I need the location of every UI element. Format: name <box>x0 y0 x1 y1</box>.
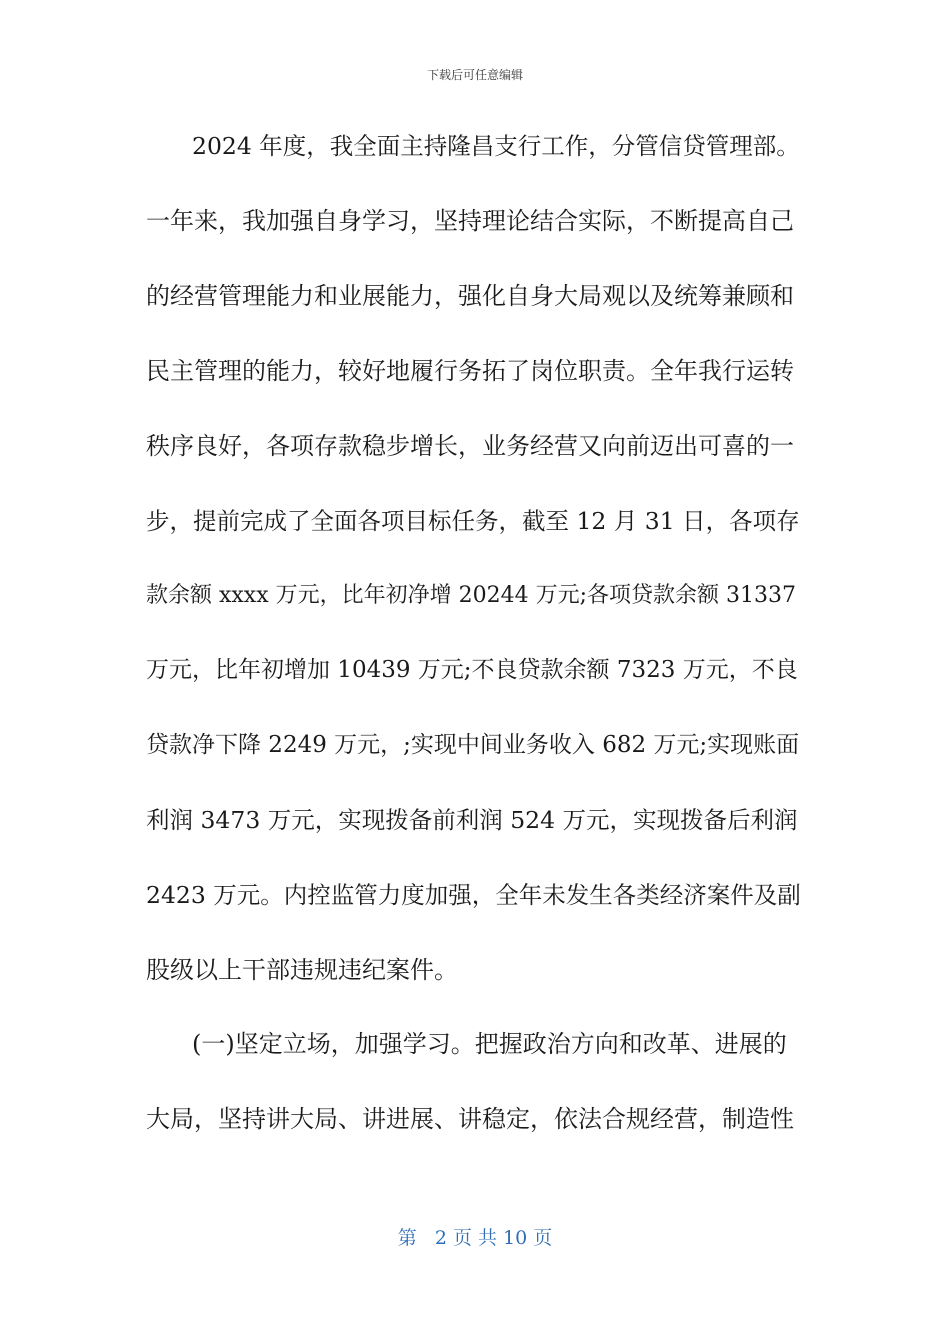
paragraph-line: 一年来，我加强自身学习，坚持理论结合实际，不断提高自己 <box>146 207 794 235</box>
paragraph-line: 利润 3473 万元，实现拨备前利润 524 万元，实现拨备后利润 <box>146 806 798 834</box>
paragraph-line: 步，提前完成了全面各项目标任务，截至 12 月 31 日，各项存 <box>146 507 800 535</box>
paragraph-line: 2024 年度，我全面主持隆昌支行工作，分管信贷管理部。 <box>192 132 800 160</box>
paragraph-line: (一)坚定立场，加强学习。把握政治方向和改革、进展的 <box>192 1030 787 1058</box>
paragraph-line: 万元，比年初增加 10439 万元;不良贷款余额 7323 万元，不良 <box>146 657 798 683</box>
paragraph-line: 款余额 xxxx 万元，比年初净增 20244 万元;各项贷款余额 31337 <box>146 583 796 608</box>
paragraph-line: 秩序良好，各项存款稳步增长，业务经营又向前迈出可喜的一 <box>146 432 794 460</box>
paragraph-line: 民主管理的能力，较好地履行务拓了岗位职责。全年我行运转 <box>146 357 794 385</box>
paragraph-line: 大局，坚持讲大局、讲进展、讲稳定，依法合规经营，制造性 <box>146 1105 794 1133</box>
page-number-footer: 第 2 页 共 10 页 <box>397 1227 553 1249</box>
page-header-note: 下载后可任意编辑 <box>426 68 523 82</box>
paragraph-line: 贷款净下降 2249 万元，;实现中间业务收入 682 万元;实现账面 <box>146 732 800 758</box>
paragraph-line: 股级以上干部违规违纪案件。 <box>146 956 458 984</box>
paragraph-line: 的经营管理能力和业展能力，强化自身大局观以及统筹兼顾和 <box>146 282 794 310</box>
paragraph-line: 2423 万元。内控监管力度加强，全年未发生各类经济案件及副 <box>146 881 801 909</box>
